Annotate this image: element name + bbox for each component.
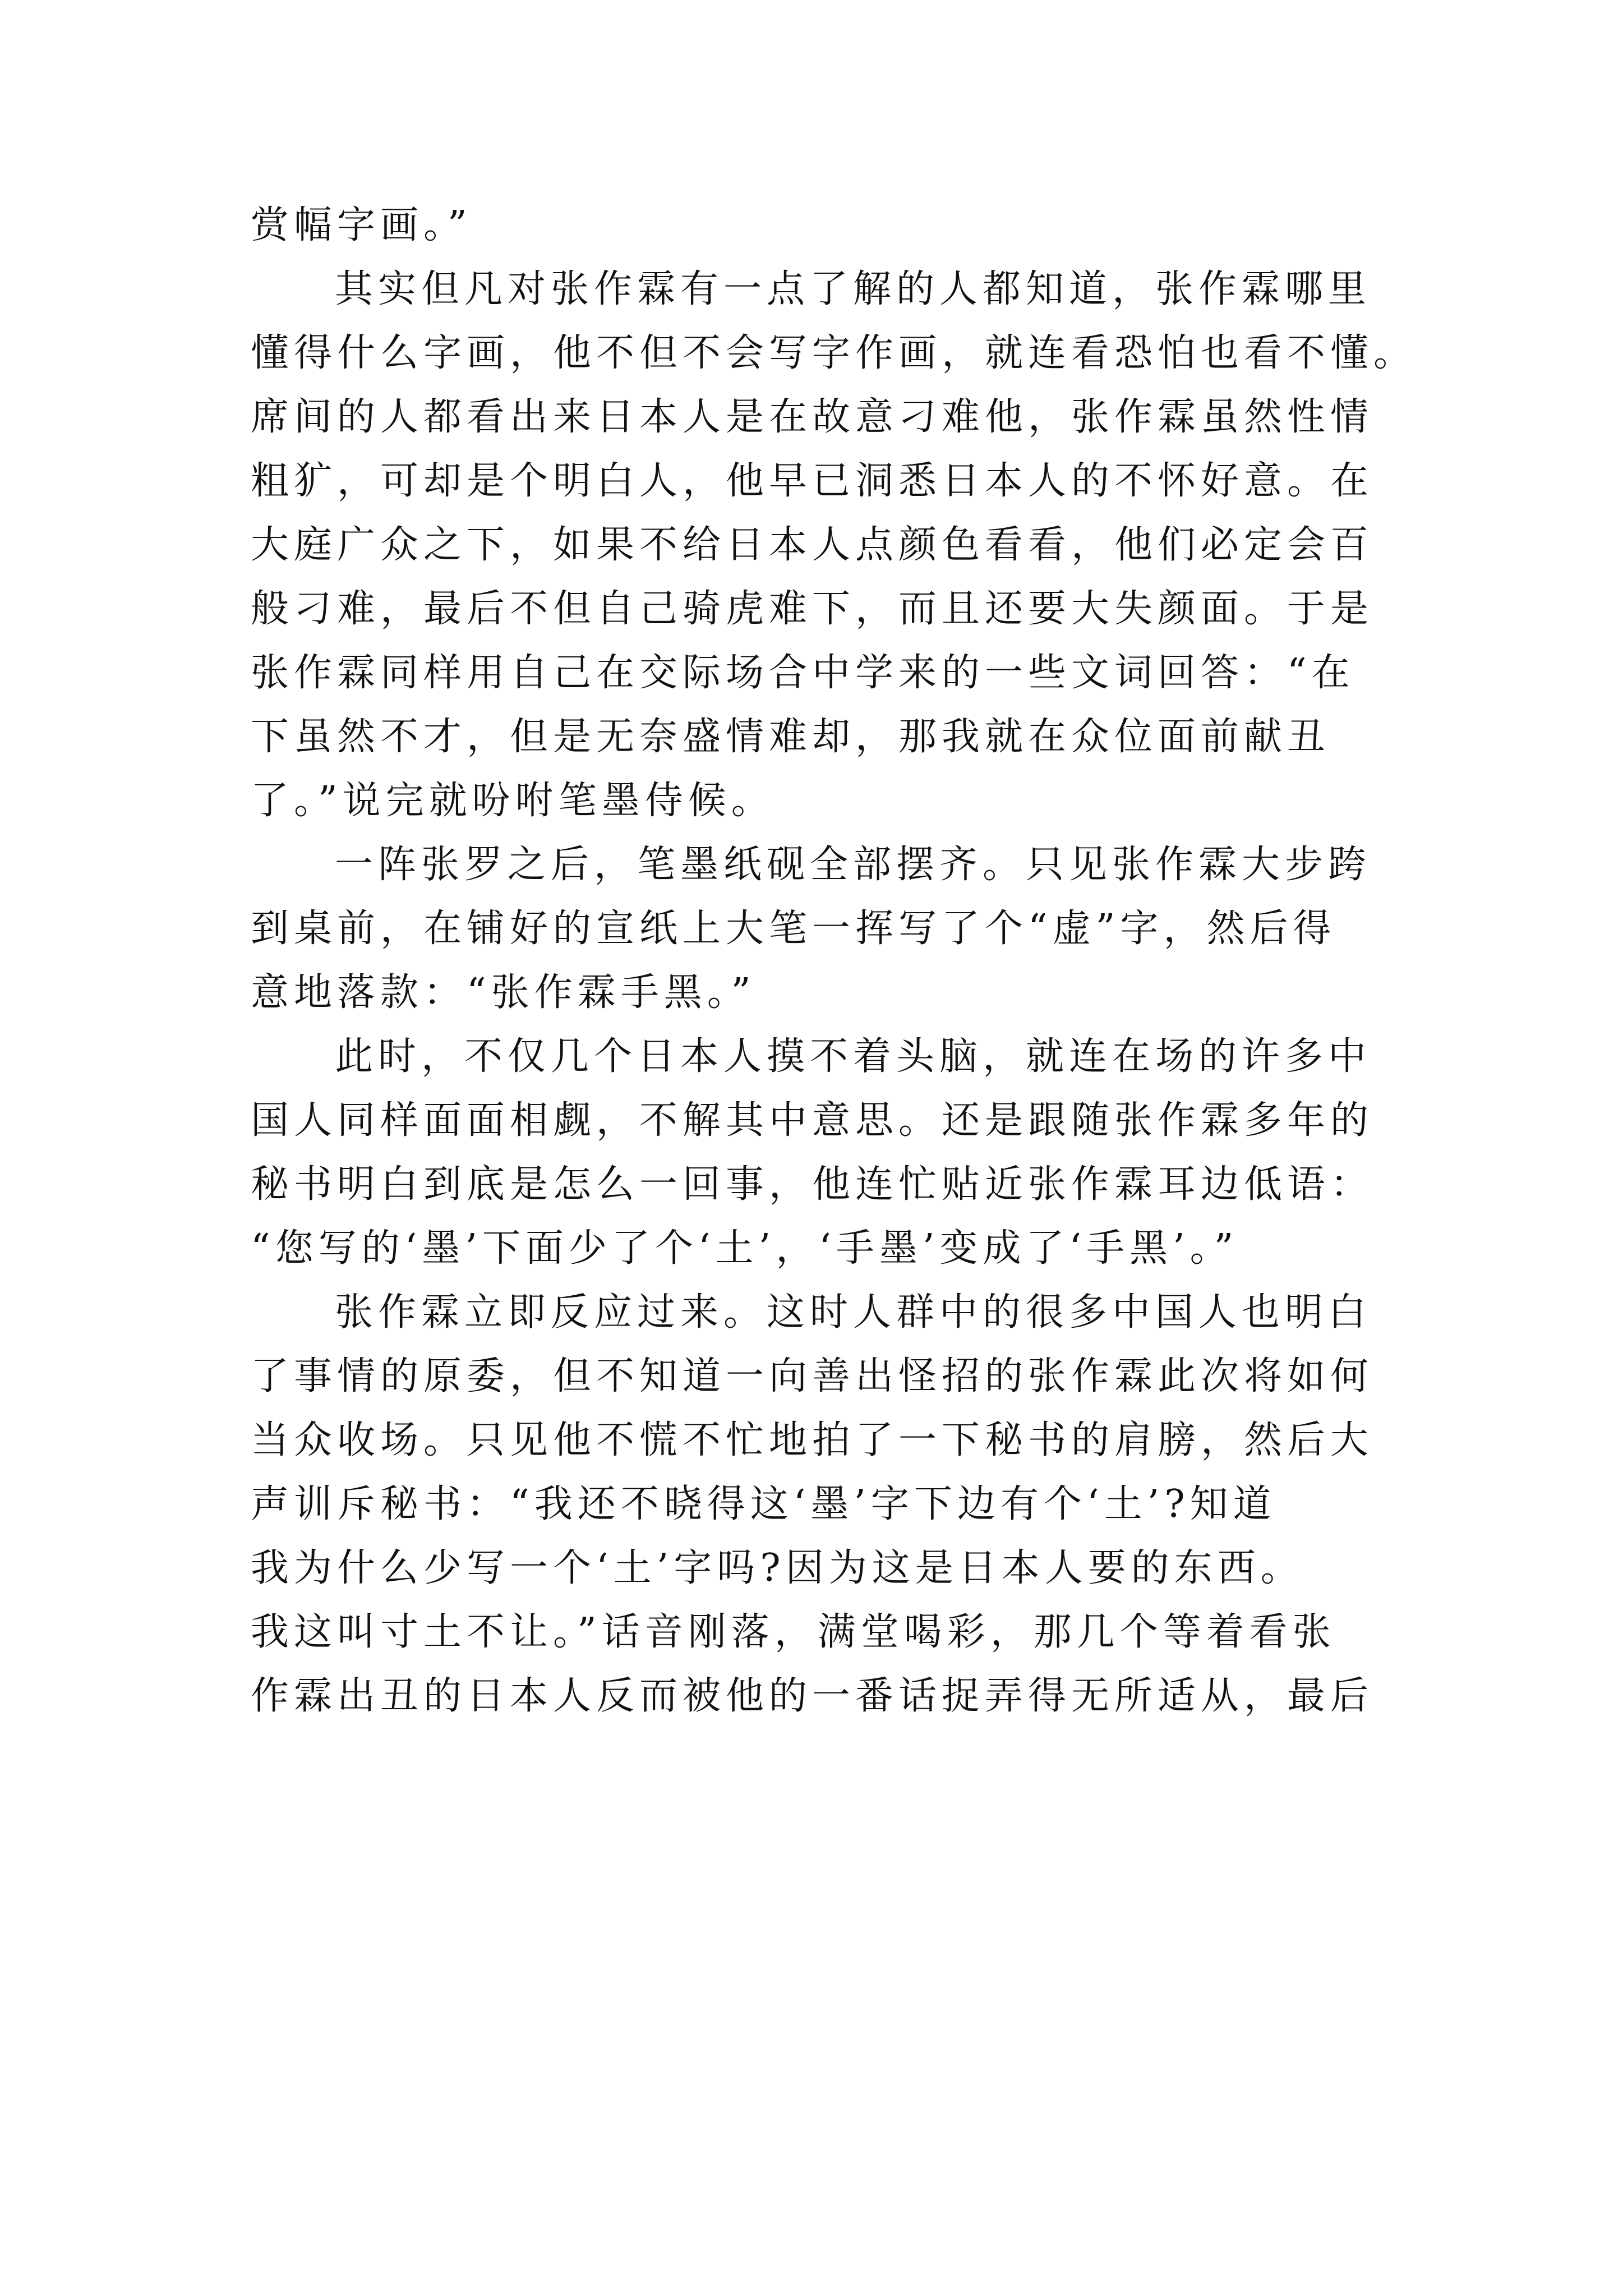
text-line: 当众收场。只见他不慌不忙地拍了一下秘书的肩膀，然后大 (251, 1418, 1374, 1462)
text-line: 大庭广众之下，如果不给日本人点颜色看看，他们必定会百 (251, 523, 1374, 567)
text-line: 秘书明白到底是怎么一回事，他连忙贴近张作霖耳边低语： (251, 1162, 1374, 1207)
text-line: 般刁难，最后不但自己骑虎难下，而且还要大失颜面。于是 (251, 587, 1374, 631)
text-line: 到桌前，在铺好的宣纸上大笔一挥写了个“虚”字，然后得 (251, 907, 1336, 951)
paragraph-first-line: 张作霖立即反应过来。这时人群中的很多中国人也明白 (335, 1290, 1372, 1335)
text-line: 国人同样面面相觑，不解其中意思。还是跟随张作霖多年的 (251, 1098, 1374, 1143)
paragraph-first-line: 其实但凡对张作霖有一点了解的人都知道，张作霖哪里 (335, 267, 1372, 311)
body-text (251, 194, 1417, 1728)
paragraph-first-line: 此时，不仅几个日本人摸不着头脑，就连在场的许多中 (335, 1034, 1372, 1079)
text-line: 了事情的原委，但不知道一向善出怪招的张作霖此次将如何 (251, 1354, 1374, 1398)
text-line: 我为什么少写一个‘土’字吗?因为这是日本人要的东西。 (251, 1546, 1304, 1590)
paragraph-first-line: 一阵张罗之后，笔墨纸砚全部摆齐。只见张作霖大步跨 (335, 843, 1372, 887)
text-line: 了。”说完就吩咐笔墨侍候。 (251, 779, 774, 823)
text-line: 张作霖同样用自己在交际场合中学来的一些文词回答：“在 (251, 651, 1355, 695)
text-line: 赏幅字画。” (251, 203, 472, 247)
text-line: 我这叫寸土不让。”话音刚落，满堂喝彩，那几个等着看张 (251, 1610, 1336, 1654)
text-line: 懂得什么字画，他不但不会写字作画，就连看恐怕也看不懂。 (251, 331, 1417, 375)
text-line: 席间的人都看出来日本人是在故意刁难他，张作霖虽然性情 (251, 395, 1374, 439)
text-line: 作霖出丑的日本人反而被他的一番话捉弄得无所适从，最后 (251, 1674, 1374, 1718)
text-line: 声训斥秘书：“我还不晓得这‘墨’字下边有个‘土’?知道 (251, 1482, 1276, 1526)
text-line: 粗犷，可却是个明白人，他早已洞悉日本人的不怀好意。在 (251, 459, 1374, 503)
text-line: “您写的‘墨’下面少了个‘土’，‘手墨’变成了‘手黑’。” (251, 1226, 1239, 1271)
text-line: 意地落款：“张作霖手黑。” (251, 970, 756, 1015)
text-line: 下虽然不才，但是无奈盛情难却，那我就在众位面前献丑 (251, 715, 1331, 759)
